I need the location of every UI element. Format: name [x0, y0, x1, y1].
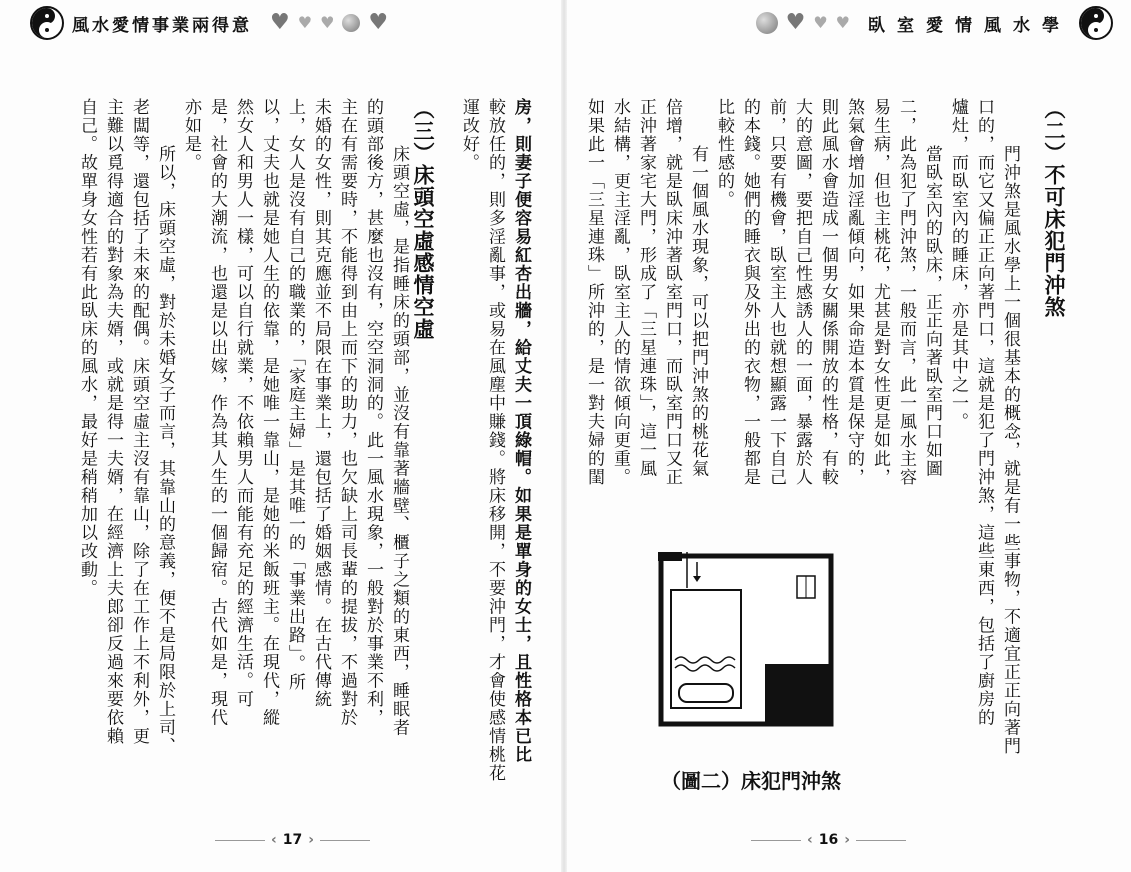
text-column: 正沖著家宅大門，形成了「三星連珠」，這一風	[636, 98, 656, 478]
heart-icon: ♥	[297, 13, 313, 32]
text-column: 有一個風水現象，可以把門沖煞的桃花氣	[688, 145, 708, 478]
heart-icon: ♥	[320, 13, 335, 32]
yin-yang-icon	[1079, 6, 1113, 40]
text-column: 所以，床頭空虛，對於未婚女子而言，其靠山的意義，便不是局限於上司、	[155, 145, 175, 756]
page-number-17: ‹ 17 ›	[215, 832, 370, 848]
text-column: 較放任的，則多淫亂事，或易在風塵中賺錢。將床移開，不要沖門，才會使感情桃花	[485, 98, 505, 783]
page-16	[565, 0, 1131, 872]
text-column: 當臥室內的臥床，正正向著臥室門口如圖	[922, 145, 942, 478]
heart-icon: ♥	[835, 13, 850, 32]
text-column: 主難以覓得適合的對象為夫婿，或就是得一夫婿，在經濟上夫郎卻反過來要依賴	[103, 98, 123, 746]
text-column: 然女人和男人一樣，可以自行就業，不依賴男人而能有充足的經濟生活。可	[233, 98, 253, 709]
text-column: 倍增，就是臥床沖著臥室門口，而臥室門口又正	[662, 98, 682, 487]
text-column: 亦如是。	[181, 98, 201, 172]
text-column: 易生病，但也主桃花，尤甚是對女性更是如此，	[870, 98, 890, 487]
text-column: 床頭空虛，是指睡床的頭部，並沒有靠著牆壁、櫃子之類的東西，睡眠者	[389, 145, 409, 737]
yin-yang-icon	[30, 6, 64, 40]
page-number-16: ‹ 16 ›	[751, 832, 906, 848]
running-header-right	[756, 6, 1113, 40]
section-number: （三）	[411, 98, 435, 164]
heart-icon: ♥	[785, 10, 806, 35]
text-column: 前，只要有機會，臥室主人也就想顯露一下自己	[766, 98, 786, 487]
text-column: 上，女人是沒有自己的職業的，「家庭主婦」是其唯一的「事業出路」。所	[285, 98, 305, 692]
orb-icon	[342, 14, 360, 32]
text-column: 水結構，更主淫亂，臥室主人的情欲傾向更重。	[610, 98, 630, 487]
running-title-left: 風水愛情事業兩得意	[72, 15, 252, 36]
text-column: 口的，而它又偏正正向著門口，這就是犯了門沖煞，這些東西，包括了廚房的	[974, 98, 994, 727]
text-column: 以，丈夫也就是她人生的依靠，是她唯一靠山，是她的米飯班主。在現代，縱	[259, 98, 279, 727]
text-column: 爐灶，而臥室內的睡床，亦是其中之一。	[948, 98, 968, 431]
text-column: 是，社會的大潮流，也還是以出嫁，作為其人生的一個歸宿。古代如是，現代	[207, 98, 227, 727]
text-column: 主在有需要時，不能得到由上而下的助力，也欠缺上司長輩的提拔，不過對於	[337, 98, 357, 727]
section-number: （二）	[1042, 98, 1066, 164]
section-title: 床頭空虛感情空虛	[411, 164, 435, 340]
running-title-right: 臥室愛情風水學	[868, 15, 1071, 36]
wardrobe-block	[765, 664, 829, 722]
text-column: 門沖煞是風水學上一個很基本的概念，就是有一些事物，不適宜正正向著門	[1000, 145, 1020, 756]
running-header-left	[30, 6, 388, 40]
section-heading-2	[1041, 98, 1067, 318]
text-column: 如果此一「三星連珠」所沖的，是一對夫婦的閨	[584, 98, 604, 487]
section-title: 不可床犯門沖煞	[1042, 164, 1066, 318]
text-column: 大的意圖，要把自己性感誘人的一面，暴露於人	[792, 98, 812, 487]
orb-icon	[756, 12, 778, 34]
heart-icon: ♥	[368, 10, 389, 35]
heart-icon: ♥	[813, 13, 828, 32]
heart-icon: ♥	[270, 10, 290, 35]
text-column: 運改好。	[459, 98, 479, 172]
text-column: 則此風水會造成一個男女關係開放的性格，有較	[818, 98, 838, 487]
page-number: 17	[282, 832, 303, 848]
section-heading-3	[410, 98, 436, 340]
bedroom-floor-plan-figure	[657, 548, 835, 728]
text-column: 煞氣會增加淫亂傾向，如果命造本質是保守的，	[844, 98, 864, 487]
text-column: 的本錢。她們的睡衣與及外出的衣物，一般都是	[740, 98, 760, 487]
page-17	[0, 0, 565, 872]
text-column: 房，則妻子便容易紅杏出牆，給丈夫一頂綠帽。如果是單身的女士，且性格本已比	[511, 98, 531, 764]
text-column: 的頭部後方，甚麼也沒有，空空洞洞的。此一風水現象，一般對於事業不利，	[363, 98, 383, 727]
text-column: 比較性感的。	[714, 98, 734, 209]
figure-caption: （圖二）床犯門沖煞	[661, 769, 841, 793]
text-column: 老闆等，還包括了未來的配偶。床頭空虛主沒有靠山，除了在工作上不利外，更	[129, 98, 149, 746]
pillow	[679, 684, 733, 702]
door-marker	[658, 552, 682, 561]
page-number: 16	[818, 832, 839, 848]
text-column: 未婚的女性，則其克應並不局限在事業上，還包括了婚姻感情。在古代傳統	[311, 98, 331, 709]
text-column: 自己。故單身女性若有此臥床的風水，最好是稍稍加以改動。	[77, 98, 97, 598]
heart-decoration	[756, 12, 850, 34]
heart-decoration	[270, 12, 388, 34]
text-column: 二，此為犯了門沖煞，一般而言，此一風水主容	[896, 98, 916, 487]
